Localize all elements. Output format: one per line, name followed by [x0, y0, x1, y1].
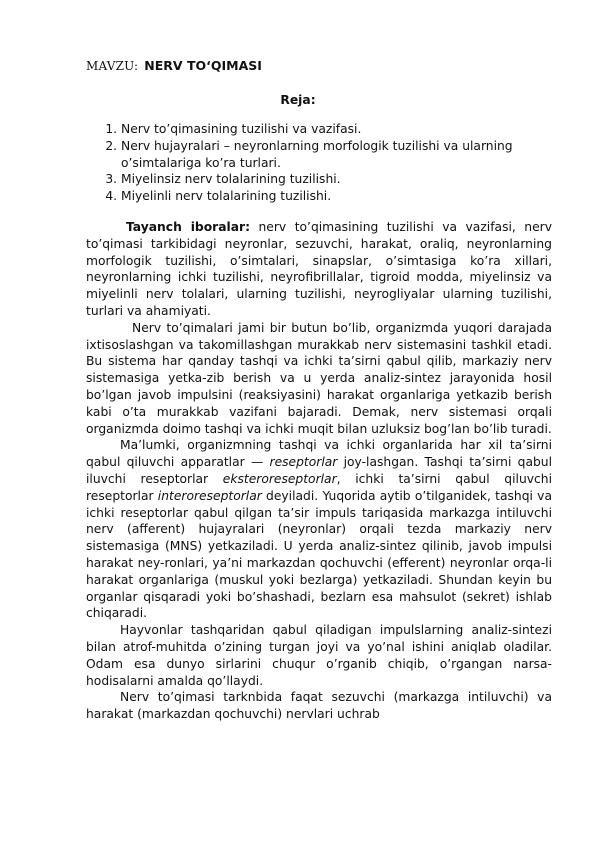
- plan-item: 2. Nerv hujayralari – neyronlarning morfologik tuzilishi va ularning o’simtalariga ko’ra turlari.: [121, 138, 551, 172]
- plan-item: 3. Miyelinsiz nerv tolalarining tuzilishi.: [121, 171, 551, 188]
- text-run: joy-lashgan. Tashqi ta’sirni qabul iluvchi reseptorlar: [86, 455, 552, 486]
- plan-list: [104, 121, 551, 205]
- plan-heading: Reja:: [280, 93, 316, 107]
- topic-title: NERV TO‘QIMASI: [144, 58, 262, 73]
- plan-item: 1. Nerv to’qimasining tuzilishi va vazifasi.: [121, 121, 551, 138]
- paragraph: [86, 437, 552, 622]
- paragraph: Nerv to’qimasi tarknbida faqat sezuvchi (markazga intiluvchi) va harakat (markazdan qochuvchi) nervlari uchrab: [86, 690, 552, 722]
- paragraph: Nerv to’qimalari jami bir butun bo’lib, organizmda yuqori darajada ixtisoslashgan va takomillashgan murakkab nerv sistemasini tashkil etadi. Bu sistema har qanday tashqi va ichki ta’sirni qabul qilib, markaziy nerv sistemasiga yetka-zib berish va u yerda analiz-sintez jarayonida hosil bo’lgan javob impulsini (reaksiyasini) harakat organlariga yetkazib berish kabi o’ta murakkab vazifani bajaradi. Demak, nerv sistemasi orqali organizmda doimo tashqi va ichki muqit bilan uzluksiz bog’lan bo’lib turadi.: [86, 320, 552, 436]
- keywords-text: nerv to’qimasining tuzilishi va vazifasi, nerv to’qimasi tarkibidagi neyronlar, sezuvchi, harakat, oraliq, neyronlarning morfologik tuzilishi, o’simtalari, sinapslar, o’simtasiga ko’ra xillari, neyronlarning ichki tuzilishi, neyrofibrillalar, tigroid modda, miyelinsiz va miyelinli nerv tolalari, ularning tuzilishi, neyrogliyalar ularning tuzilishi, turlari va ahamiyati.: [86, 220, 552, 318]
- italic-term: reseptorlar: [269, 455, 338, 470]
- text-run: , ichki ta’sirni qabul qiluvchi reseptorlar: [86, 471, 552, 503]
- topic-heading: [86, 58, 262, 75]
- text-run: deyiladi. Yuqorida aytib o’tilganidek, tashqi va ichki reseptorlar qabul qilgan ta’sir impuls tariqasida markazga intiluvchi nerv (afferent) hujayralari (neyronlar) orqali tezda markaziy nerv sistemasiga (MNS) yetkaziladi. U yerda analiz-sintez qilinib, javob impulsi harakat ney-ronlari, ya’ni markazdan qochuvchi (efferent) neyronlar orqa-li harakat organlariga (muskul yoki bezlarga) yetkaziladi. Shundan keyin bu organlar qisqaradi yoki bo’shashadi, bezlarn esa mahsulot (sekret) ishlab chiqaradi.: [86, 488, 552, 621]
- topic-label: MAVZU:: [86, 59, 139, 73]
- keywords-paragraph: [86, 219, 552, 320]
- keywords-label: Tayanch iboralar:: [126, 220, 251, 234]
- text-run: Ma’lumki, organizmning tashqi va ichki organlarida har xil ta’sirni qabul qiluvchi apparatlar —: [86, 438, 552, 470]
- italic-term: interoreseptorlar: [157, 488, 262, 503]
- plan-item: 4. Miyelinli nerv tolalarining tuzilishi.: [121, 188, 551, 205]
- body-text: [86, 219, 552, 723]
- paragraph: Hayvonlar tashqaridan qabul qiladigan impulslarning analiz-sintezi bilan atrof-muhitda o’zining turgan joyi va yo’nal ishini aniqlab oladilar. Odam esa dunyo sirlarini chuqur o’rganib chiqib, o’rgangan narsa-hodisalarni amalda qo’llaydi.: [86, 623, 552, 688]
- italic-term: eksteroreseptorlar: [222, 471, 337, 486]
